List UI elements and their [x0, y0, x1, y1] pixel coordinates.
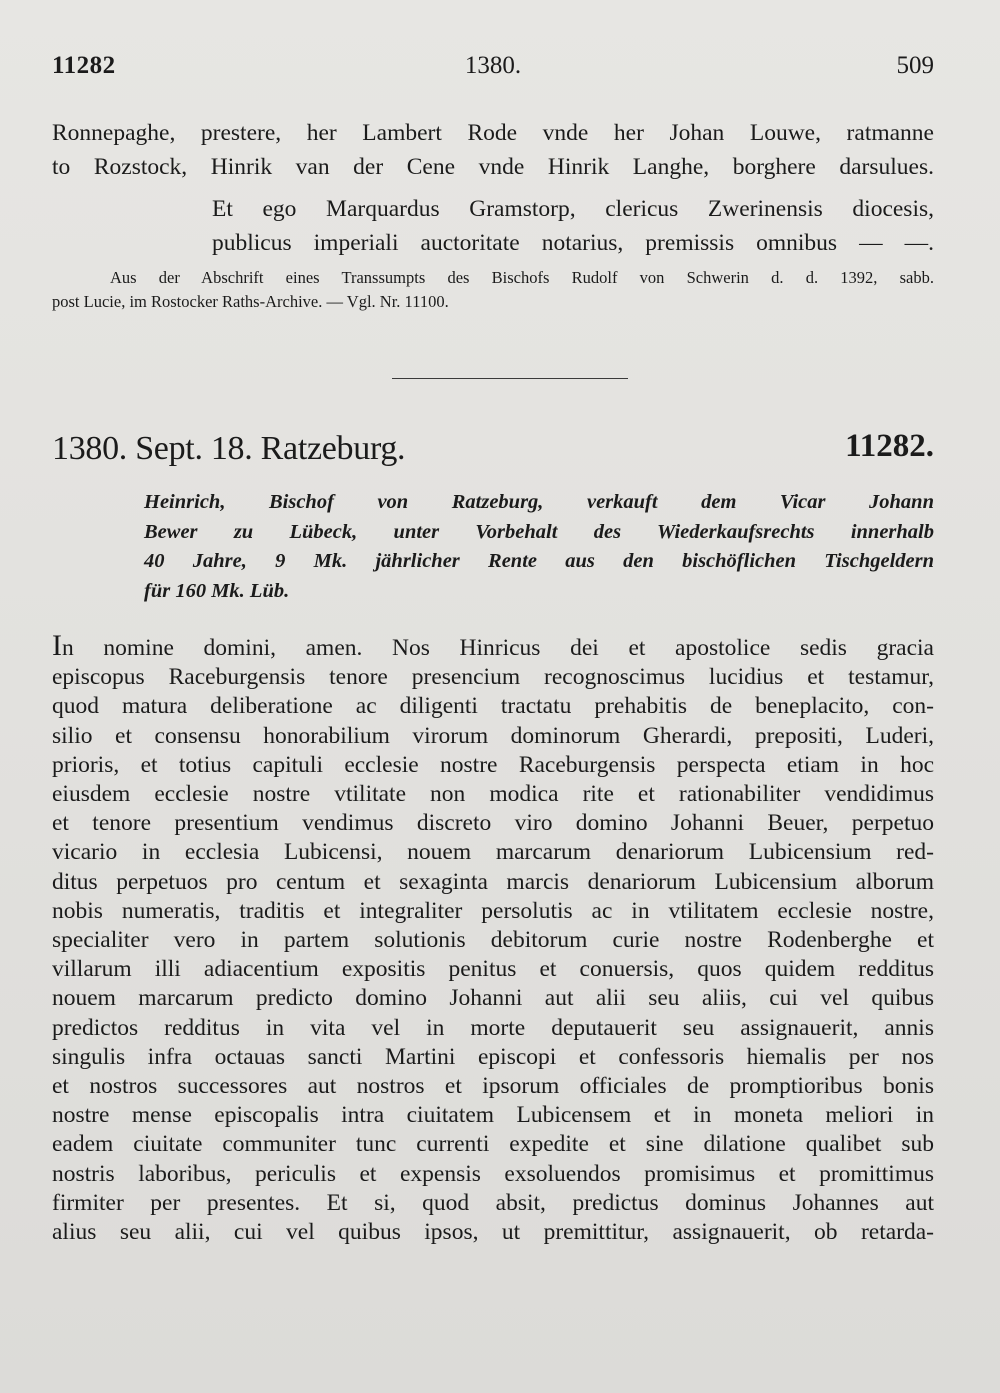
text-line: Ronnepaghe, prestere, her Lambert Rode vnde her Johan Louwe, ratmanne	[52, 120, 934, 146]
running-head-year: 1380.	[464, 52, 522, 79]
text-line: nouem marcarum predicto domino Johanni aut alii seu aliis, cui vel quibus	[52, 985, 934, 1012]
text-line: villarum illi adiacentium expositis penitus et conuersis, quos quidem redditus	[52, 956, 934, 983]
summary-line: 40 Jahre, 9 Mk. jährlicher Rente aus den bischöflichen Tischgeldern	[144, 550, 934, 572]
text-line: eiusdem ecclesie nostre vtilitate non modica rite et rationabiliter vendidimus	[52, 781, 934, 808]
text-line: to Rozstock, Hinrik van der Cene vnde Hinrik Langhe, borghere darsulues.	[52, 154, 934, 180]
text-line: nobis numeratis, traditis et integraliter persolutis ac in vtilitatem ecclesie nostre,	[52, 897, 934, 924]
text-line: et nostros successores aut nostros et ipsorum officiales de promptioribus bonis	[52, 1073, 934, 1100]
text-line: nostris laboribus, periculis et expensis exsoluendos promisimus et promittimus	[52, 1160, 934, 1187]
source-note	[52, 266, 934, 314]
page-number: 509	[896, 52, 934, 79]
text-line: predictos redditus in vita vel in morte deputauerit seu assignauerit, annis	[52, 1014, 934, 1041]
text-line: eadem ciuitate communiter tunc currenti expedite et sine dilatione qualibet sub	[52, 1131, 934, 1158]
source-note-line: post Lucie, im Rostocker Raths-Archive. — Vgl. Nr. 11100.	[52, 292, 449, 311]
summary-line: Bewer zu Lübeck, unter Vorbehalt des Wiederkaufsrechts innerhalb	[144, 520, 934, 543]
text-line: firmiter per presentes. Et si, quod absit, predictus dominus Johannes aut	[52, 1189, 934, 1216]
section-divider	[392, 378, 628, 379]
text-line: quod matura deliberatione ac diligenti tractatu prehabitis de beneplacito, con-	[52, 693, 934, 720]
initial-letter: I	[52, 629, 62, 662]
text-line: singulis infra octauas sancti Martini episcopi et confessoris hiemalis per nos	[52, 1043, 934, 1070]
text-line: prioris, et totius capituli ecclesie nostre Raceburgensis perspecta etiam in hoc	[52, 751, 934, 778]
text-line: ditus perpetuos pro centum et sexaginta marcis denariorum Lubicensium alborum	[52, 868, 934, 895]
source-note-line: Aus der Abschrift eines Transsumpts des Bischofs Rudolf von Schwerin d. d. 1392, sabb.	[110, 268, 934, 287]
text-line: et tenore presentium vendimus discreto viro domino Johanni Beuer, perpetuo	[52, 810, 934, 837]
text-line: silio et consensu honorabilium virorum dominorum Gherardi, prepositi, Luderi,	[52, 722, 934, 749]
summary-line: für 160 Mk. Lüb.	[144, 579, 290, 602]
document-date: 1380. Sept. 18.	[52, 430, 253, 467]
summary-line: Heinrich, Bischof von Ratzeburg, verkauft dem Vicar Johann	[144, 491, 934, 513]
first-line-rest: n nomine domini, amen. Nos Hinricus dei et apostolice sedis gracia	[62, 635, 934, 661]
document-date-place	[52, 430, 405, 468]
document-place: Ratzeburg.	[260, 430, 406, 467]
notary-subscription	[212, 192, 934, 260]
previous-document-text	[52, 116, 934, 184]
text-line: vicario in ecclesia Lubicensi, nouem marcarum denariorum Lubicensium red-	[52, 839, 934, 866]
charter-text	[52, 629, 934, 1247]
running-head-doc-number: 11282	[52, 52, 116, 79]
text-line: Et ego Marquardus Gramstorp, clericus Zwerinensis diocesis,	[212, 196, 934, 222]
document-summary	[144, 488, 934, 606]
document-number: 11282.	[845, 428, 934, 464]
text-line-first	[52, 629, 934, 663]
document-heading	[52, 430, 934, 474]
text-line: nostre mense episcopalis intra ciuitatem Lubicensem et in moneta meliori in	[52, 1102, 934, 1129]
text-line: alius seu alii, cui vel quibus ipsos, ut premittitur, assignauerit, ob retarda-	[52, 1219, 934, 1246]
text-line: episcopus Raceburgensis tenore presencium recognoscimus lucidius et testamur,	[52, 664, 934, 691]
text-line: specialiter vero in partem solutionis debitorum curie nostre Rodenberghe et	[52, 927, 934, 954]
running-head	[52, 52, 934, 86]
text-line: publicus imperiali auctoritate notarius, premissis omnibus — —.	[212, 230, 934, 256]
